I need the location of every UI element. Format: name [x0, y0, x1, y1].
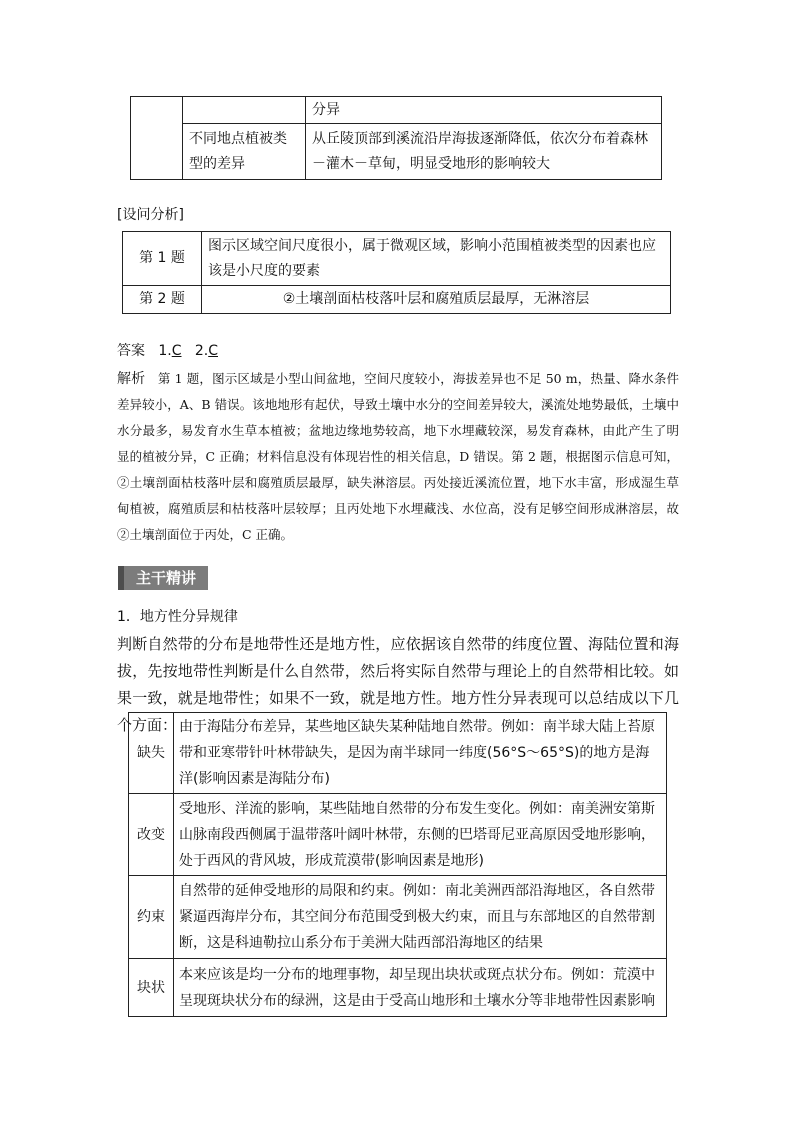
analysis-table-text-1: 图示区域空间尺度很小，属于微观区域，影响小范围植被类型的因素也应该是小尺度的要素 — [202, 232, 671, 286]
rules-key-1: 缺失 — [129, 713, 174, 794]
section-banner: 主干精讲 — [118, 566, 208, 590]
analysis-paragraph — [117, 366, 679, 548]
top-table-cell-r1c3: 分异 — [306, 97, 662, 124]
analysis-table-text-2: ②土壤剖面枯枝落叶层和腐殖质层最厚，无淋溶层 — [202, 286, 671, 314]
rules-key-3: 约束 — [129, 876, 174, 959]
analysis-table-label-1: 第 1 题 — [123, 232, 202, 286]
top-table-cell-r2c2: 不同地点植被类型的差异 — [183, 124, 306, 180]
rules-key-4: 块状 — [129, 959, 174, 1017]
rules-text-3: 自然带的延伸受地形的局限和约束。例如：南北美洲西部沿海地区，各自然带紧逼西海岸分布，其空间分布范围受到极大约束，而且与东部地区的自然带割断，这是科迪勒拉山系分布于美洲大陆西部沿海地区的结果 — [174, 876, 667, 959]
top-table-merged-cell — [131, 97, 183, 180]
intro-paragraph: 判断自然带的分布是地带性还是地方性，应依据该自然带的纬度位置、海陆位置和海拔，先按地带性判断是什么自然带，然后将实际自然带与理论上的自然带相比较。如果一致，就是地带性；如果不一致，就是地方性。地方性分异表现可以总结成以下几个方面： — [117, 635, 679, 734]
sub-heading: 1．地方性分异规律 — [117, 609, 238, 625]
analysis-table — [122, 231, 671, 314]
analysis-table-label-2: 第 2 题 — [123, 286, 202, 314]
answer-q2-number: 2. — [194, 343, 209, 359]
analysis-text: 第 1 题，图示区域是小型山间盆地，空间尺度较小，海拔差异也不足 50 m，热量、降水条件差异较小，A、B 错误。该地地形有起伏，导致土壤中水分的空间差异较大，溪流处地势最低，土壤中水分最多，易发育水生草本植被；盆地边缘地势较高，地下水埋藏较深，易发育森林，由此产生了明显的植被分异，C 正确；材料信息没有体现岩性的相关信息，D 错误。第 2 题，根据图示信息可知，②土壤剖面枯枝落叶层和腐殖质层最厚，缺失淋溶层。丙处接近溪流位置，地下水丰富，形成湿生草甸植被，腐殖质层和枯枝落叶层较厚；且丙处地下水埋藏浅、水位高，没有足够空间形成淋溶层，故②土壤剖面位于丙处，C 正确。 — [117, 371, 680, 542]
top-table-cell-r1c2 — [183, 97, 306, 124]
answer-q2: C — [208, 343, 218, 359]
rules-key-2: 改变 — [129, 794, 174, 876]
top-table-cell-r2c3: 从丘陵顶部到溪流沿岸海拔逐渐降低，依次分布着森林－灌木－草甸，明显受地形的影响较大 — [306, 124, 662, 180]
rules-text-2: 受地形、洋流的影响，某些陆地自然带的分布发生变化。例如：南美洲安第斯山脉南段西侧属于温带落叶阔叶林带，东侧的巴塔哥尼亚高原因受地形影响，处于西风的背风坡，形成荒漠带(影响因素是地形) — [174, 794, 667, 876]
answer-q1: C — [171, 343, 182, 359]
answer-q1-number: 1. — [158, 343, 172, 359]
top-table — [130, 96, 662, 180]
section-label: [设问分析] — [117, 207, 184, 223]
answer-line — [117, 340, 218, 360]
answer-label: 答案 — [117, 343, 145, 359]
rules-text-4: 本来应该是均一分布的地理事物，却呈现出块状或斑点状分布。例如：荒漠中呈现斑块状分布的绿洲，这是由于受高山地形和土壤水分等非地带性因素影响 — [174, 959, 667, 1017]
rules-text-1: 由于海陆分布差异，某些地区缺失某种陆地自然带。例如：南半球大陆上苔原带和亚寒带针叶林带缺失，是因为南半球同一纬度(56°S～65°S)的地方是海洋(影响因素是海陆分布) — [174, 713, 667, 794]
analysis-label: 解析 — [117, 371, 146, 387]
rules-table — [128, 712, 667, 1017]
